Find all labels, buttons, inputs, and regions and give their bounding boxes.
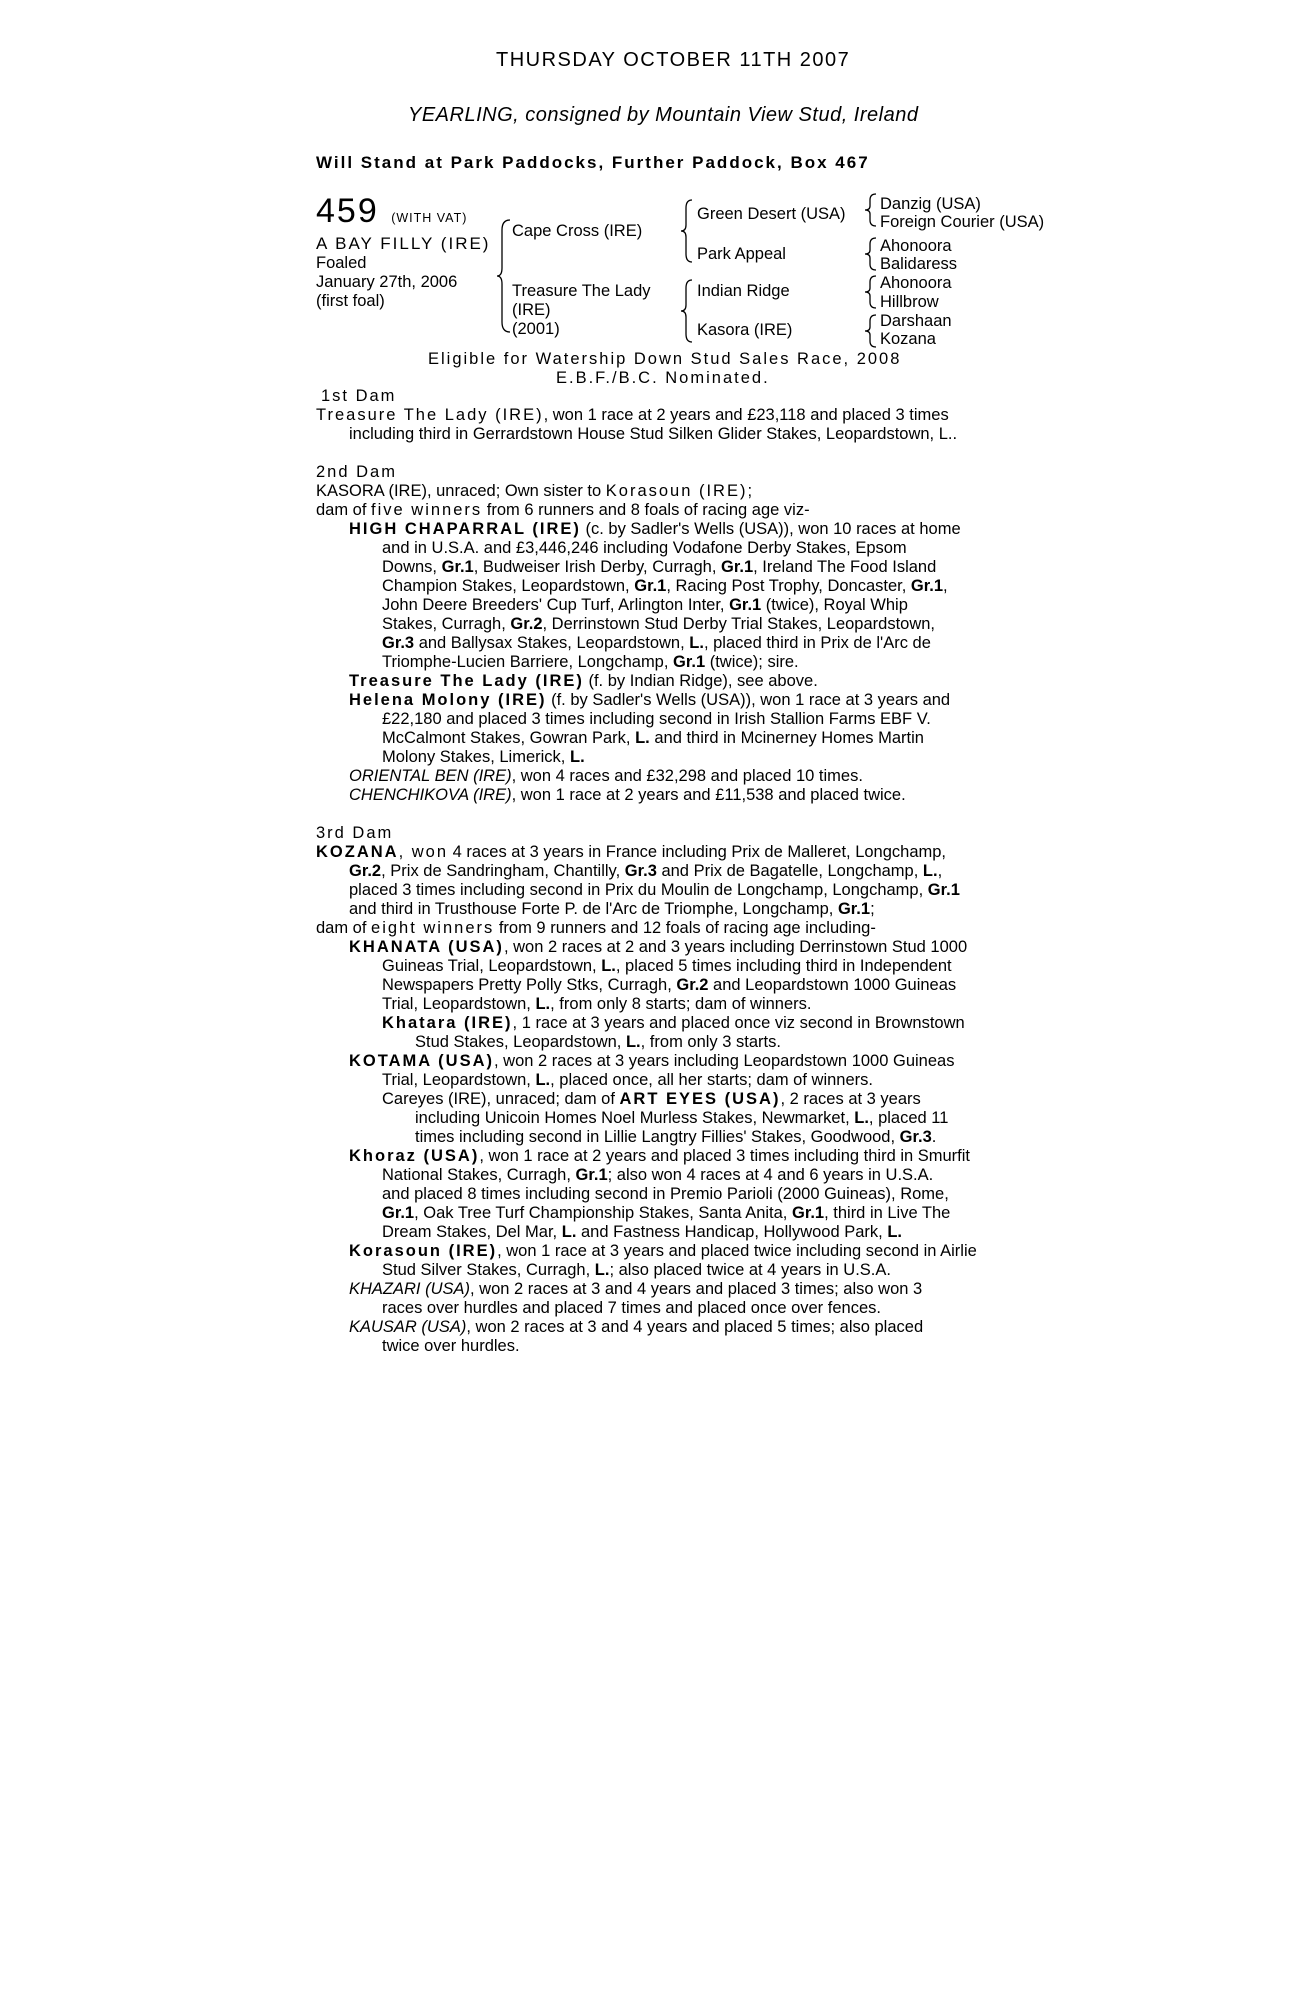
kozana-line-4: and third in Trusthouse Forte P. de l'Arc de Triomphe, Longchamp, Gr.1; bbox=[349, 900, 875, 918]
vat-note: (WITH VAT) bbox=[391, 211, 468, 225]
foaled-date: January 27th, 2006 bbox=[316, 273, 458, 291]
khoraz-line-1: Khoraz (USA), won 1 race at 2 years and placed 3 times including third in Smurfit bbox=[349, 1147, 971, 1165]
ancestor-8: Kozana bbox=[880, 330, 936, 348]
dam-name-line3: (2001) bbox=[512, 320, 560, 338]
khoraz-line-2: National Stakes, Curragh, Gr.1; also won 4 races at 4 and 6 years in U.S.A. bbox=[382, 1166, 934, 1184]
pedigree-bracket-g1 bbox=[864, 192, 878, 228]
khanata-line-3: Newspapers Pretty Polly Stks, Curragh, Gr.2 and Leopardstown 1000 Guineas bbox=[382, 976, 957, 994]
pedigree-bracket-g3 bbox=[864, 274, 878, 310]
pedigree-bracket-sire bbox=[680, 198, 694, 264]
pedigree-bracket-dam bbox=[680, 278, 694, 344]
khanata-line-2: Guineas Trial, Leopardstown, L., placed 5 times including third in Independent bbox=[382, 957, 952, 975]
dam-sire: Indian Ridge bbox=[697, 282, 790, 300]
korasoun-line-1: Korasoun (IRE), won 1 race at 3 years and placed twice including second in Airlie bbox=[349, 1242, 977, 1260]
high-chaparral-line-6: Stakes, Curragh, Gr.2, Derrinstown Stud Derby Trial Stakes, Leopardstown, bbox=[382, 615, 936, 633]
first-dam-line-2: including third in Gerrardstown House Stud Silken Glider Stakes, Leopardstown, L.. bbox=[349, 425, 958, 443]
high-chaparral-line-4: Champion Stakes, Leopardstown, Gr.1, Racing Post Trophy, Doncaster, Gr.1, bbox=[382, 577, 948, 595]
sire-name: Cape Cross (IRE) bbox=[512, 222, 643, 240]
careyes-line-1: Careyes (IRE), unraced; dam of ART EYES (USA), 2 races at 3 years bbox=[382, 1090, 921, 1108]
helena-molony-line-1: Helena Molony (IRE) (f. by Sadler's Wells (USA)), won 1 race at 3 years and bbox=[349, 691, 951, 709]
careyes-line-3: times including second in Lillie Langtry Fillies' Stakes, Goodwood, Gr.3. bbox=[415, 1128, 937, 1146]
helena-molony-line-3: McCalmont Stakes, Gowran Park, L. and third in Mcinerney Homes Martin bbox=[382, 729, 924, 747]
stand-location: Will Stand at Park Paddocks, Further Paddock, Box 467 bbox=[316, 153, 870, 172]
kozana-line-1: KOZANA, won 4 races at 3 years in France including Prix de Malleret, Longchamp, bbox=[316, 843, 947, 861]
foaled-label: Foaled bbox=[316, 254, 367, 272]
dam-name-line2: (IRE) bbox=[512, 301, 551, 319]
dam-dam: Kasora (IRE) bbox=[697, 321, 793, 339]
lot-header bbox=[316, 192, 467, 231]
chenchikova-entry: CHENCHIKOVA (IRE), won 1 race at 2 years and £11,538 and placed twice. bbox=[349, 786, 906, 804]
kozana-line-2: Gr.2, Prix de Sandringham, Chantilly, Gr.3 and Prix de Bagatelle, Longchamp, L., bbox=[349, 862, 943, 880]
korasoun-line-2: Stud Silver Stakes, Curragh, L.; also placed twice at 4 years in U.S.A. bbox=[382, 1261, 891, 1279]
second-dam-line-1: KASORA (IRE), unraced; Own sister to Korasoun (IRE); bbox=[316, 482, 753, 500]
khazari-line-1: KHAZARI (USA), won 2 races at 3 and 4 years and placed 3 times; also won 3 bbox=[349, 1280, 923, 1298]
oriental-ben-entry: ORIENTAL BEN (IRE), won 4 races and £32,298 and placed 10 times. bbox=[349, 767, 863, 785]
eligibility-line-1: Eligible for Watership Down Stud Sales Race, 2008 bbox=[428, 350, 902, 368]
sale-date: THURSDAY OCTOBER 11TH 2007 bbox=[496, 49, 851, 71]
kotama-line-2: Trial, Leopardstown, L., placed once, all her starts; dam of winners. bbox=[382, 1071, 873, 1089]
khoraz-line-4: Gr.1, Oak Tree Turf Championship Stakes, Santa Anita, Gr.1, third in Live The bbox=[382, 1204, 951, 1222]
third-dam-heading: 3rd Dam bbox=[316, 824, 394, 842]
consignment-subtitle: YEARLING, consigned by Mountain View Stud, Ireland bbox=[408, 104, 919, 126]
sire-sire: Green Desert (USA) bbox=[697, 205, 846, 223]
high-chaparral-line-1: HIGH CHAPARRAL (IRE) (c. by Sadler's Wells (USA)), won 10 races at home bbox=[349, 520, 961, 538]
high-chaparral-line-8: Triomphe-Lucien Barriere, Longchamp, Gr.1 (twice); sire. bbox=[382, 653, 799, 671]
ancestor-3: Ahonoora bbox=[880, 237, 952, 255]
ancestor-7: Darshaan bbox=[880, 312, 952, 330]
khatara-line-2: Stud Stakes, Leopardstown, L., from only 3 starts. bbox=[415, 1033, 781, 1051]
first-dam-heading: 1st Dam bbox=[321, 387, 397, 405]
treasure-the-lady-entry: Treasure The Lady (IRE) (f. by Indian Ridge), see above. bbox=[349, 672, 818, 690]
helena-molony-line-2: £22,180 and placed 3 times including second in Irish Stallion Farms EBF V. bbox=[382, 710, 931, 728]
kotama-line-1: KOTAMA (USA), won 2 races at 3 years including Leopardstown 1000 Guineas bbox=[349, 1052, 955, 1070]
khoraz-line-3: and placed 8 times including second in Premio Parioli (2000 Guineas), Rome, bbox=[382, 1185, 949, 1203]
khazari-line-2: races over hurdles and placed 7 times and placed once over fences. bbox=[382, 1299, 881, 1317]
high-chaparral-line-3: Downs, Gr.1, Budweiser Irish Derby, Curragh, Gr.1, Ireland The Food Island bbox=[382, 558, 937, 576]
lot-name: A BAY FILLY (IRE) bbox=[316, 234, 491, 253]
careyes-line-2: including Unicoin Homes Noel Murless Stakes, Newmarket, L., placed 11 bbox=[415, 1109, 949, 1127]
ancestor-1: Danzig (USA) bbox=[880, 195, 981, 213]
second-dam-line-2: dam of five winners from 6 runners and 8 foals of racing age viz- bbox=[316, 501, 810, 519]
first-foal-note: (first foal) bbox=[316, 292, 385, 310]
first-dam-name: Treasure The Lady (IRE) bbox=[316, 406, 544, 424]
kausar-line-2: twice over hurdles. bbox=[382, 1337, 520, 1355]
ancestor-4: Balidaress bbox=[880, 255, 958, 273]
high-chaparral-line-7: Gr.3 and Ballysax Stakes, Leopardstown, L., placed third in Prix de l'Arc de bbox=[382, 634, 931, 652]
dam-name-line1: Treasure The Lady bbox=[512, 282, 651, 300]
ancestor-2: Foreign Courier (USA) bbox=[880, 213, 1045, 231]
pedigree-bracket-g2 bbox=[864, 236, 878, 272]
khoraz-line-5: Dream Stakes, Del Mar, L. and Fastness Handicap, Hollywood Park, L. bbox=[382, 1223, 902, 1241]
kozana-dam-of-line: dam of eight winners from 9 runners and 12 foals of racing age including- bbox=[316, 919, 876, 937]
kausar-line-1: KAUSAR (USA), won 2 races at 3 and 4 years and placed 5 times; also placed bbox=[349, 1318, 924, 1336]
kozana-line-3: placed 3 times including second in Prix du Moulin de Longchamp, Longchamp, Gr.1 bbox=[349, 881, 960, 899]
eligibility-line-2: E.B.F./B.C. Nominated. bbox=[556, 369, 770, 387]
pedigree-bracket-g4 bbox=[864, 313, 878, 349]
high-chaparral-line-5: John Deere Breeders' Cup Turf, Arlington Inter, Gr.1 (twice), Royal Whip bbox=[382, 596, 908, 614]
helena-molony-line-4: Molony Stakes, Limerick, L. bbox=[382, 748, 585, 766]
high-chaparral-line-2: and in U.S.A. and £3,446,246 including Vodafone Derby Stakes, Epsom bbox=[382, 539, 907, 557]
khanata-line-1: KHANATA (USA), won 2 races at 2 and 3 years including Derrinstown Stud 1000 bbox=[349, 938, 968, 956]
ancestor-5: Ahonoora bbox=[880, 274, 952, 292]
sire-dam: Park Appeal bbox=[697, 245, 786, 263]
first-dam-line-1: Treasure The Lady (IRE), won 1 race at 2 years and £23,118 and placed 3 times bbox=[316, 406, 949, 424]
second-dam-heading: 2nd Dam bbox=[316, 463, 397, 481]
pedigree-bracket-main bbox=[496, 218, 512, 334]
lot-number: 459 bbox=[316, 192, 379, 230]
khanata-line-4: Trial, Leopardstown, L., from only 8 starts; dam of winners. bbox=[382, 995, 812, 1013]
khatara-line-1: Khatara (IRE), 1 race at 3 years and placed once viz second in Brownstown bbox=[382, 1014, 965, 1032]
ancestor-6: Hillbrow bbox=[880, 293, 939, 311]
